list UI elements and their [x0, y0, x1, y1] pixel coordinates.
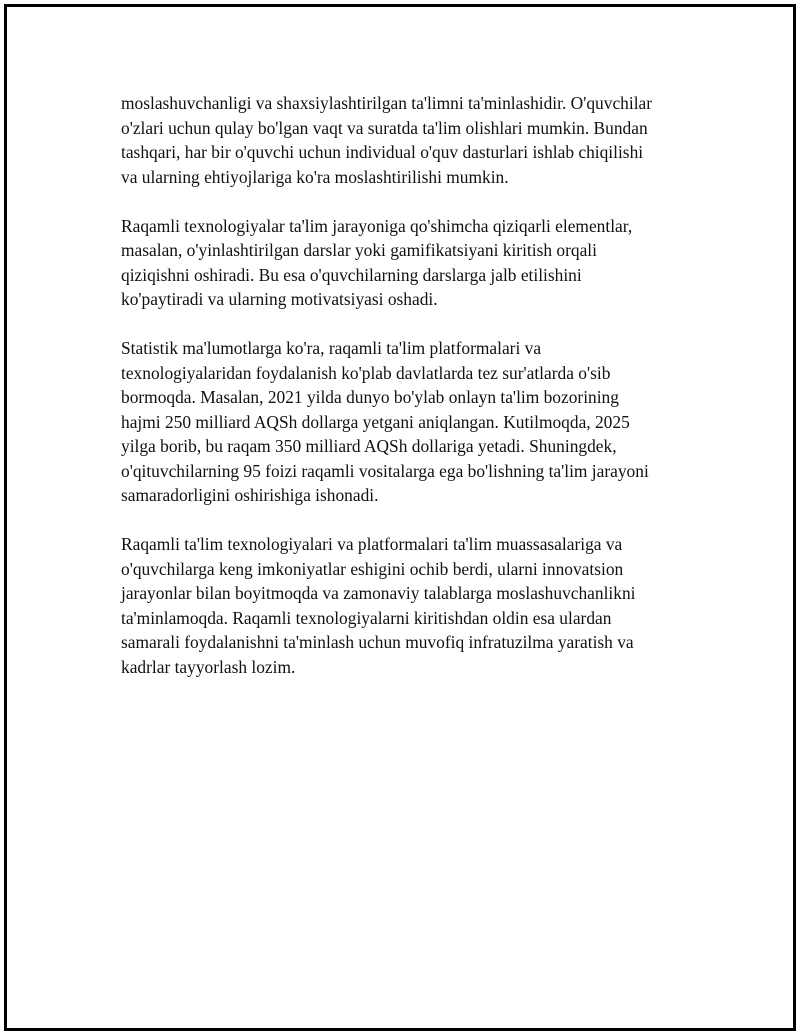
paragraph-1: moslashuvchanligi va shaxsiylashtirilgan ta'limni ta'minlashidir. O'quvchilar o'zlari uchun qulay bo'lgan vaqt va suratda ta'lim olishlari mumkin. Bundan tashqari, har bir o'quvchi uchun individual o'quv dasturlari ishlab chiqilishi va ularning ehtiyojlariga ko'ra moslashtirilishi mumkin. — [121, 93, 653, 187]
document-body — [121, 91, 701, 704]
paragraph-4: Raqamli ta'lim texnologiyalari va platformalari ta'lim muassasalariga va o'quvchilarga keng imkoniyatlar eshigini ochib berdi, ularni innovatsion jarayonlar bilan boyitmoqda va zamonaviy talablarga moslashuvchanlikni ta'minlamoqda. Raqamli texnologiyalarni kiritishdan oldin esa ulardan samarali foydalanishni ta'minlash uchun muvofiq infratuzilma yaratish va kadrlar tayyorlash lozim. — [121, 534, 636, 677]
document-page — [4, 4, 796, 1031]
paragraph-3: Statistik ma'lumotlarga ko'ra, raqamli ta'lim platformalari va texnologiyalaridan foydalanish ko'plab davlatlarda tez sur'atlarda o'sib bormoqda. Masalan, 2021 yilda dunyo bo'ylab onlayn ta'lim bozorining hajmi 250 milliard AQSh dollarga yetgani aniqlangan. Kutilmoqda, 2025 yilga borib, bu raqam 350 milliard AQSh dollariga yetadi. Shuningdek, o'qituvchilarning 95 foizi raqamli vositalarga ega bo'lishning ta'lim jarayoni samaradorligini oshirishiga ishonadi. — [121, 338, 649, 505]
paragraph-2: Raqamli texnologiyalar ta'lim jarayoniga qo'shimcha qiziqarli elementlar, masalan, o'yinlashtirilgan darslar yoki gamifikatsiyani kiritish orqali qiziqishni oshiradi. Bu esa o'quvchilarning darslarga jalb etilishini ko'paytiradi va ularning motivatsiyasi oshadi. — [121, 215, 633, 309]
